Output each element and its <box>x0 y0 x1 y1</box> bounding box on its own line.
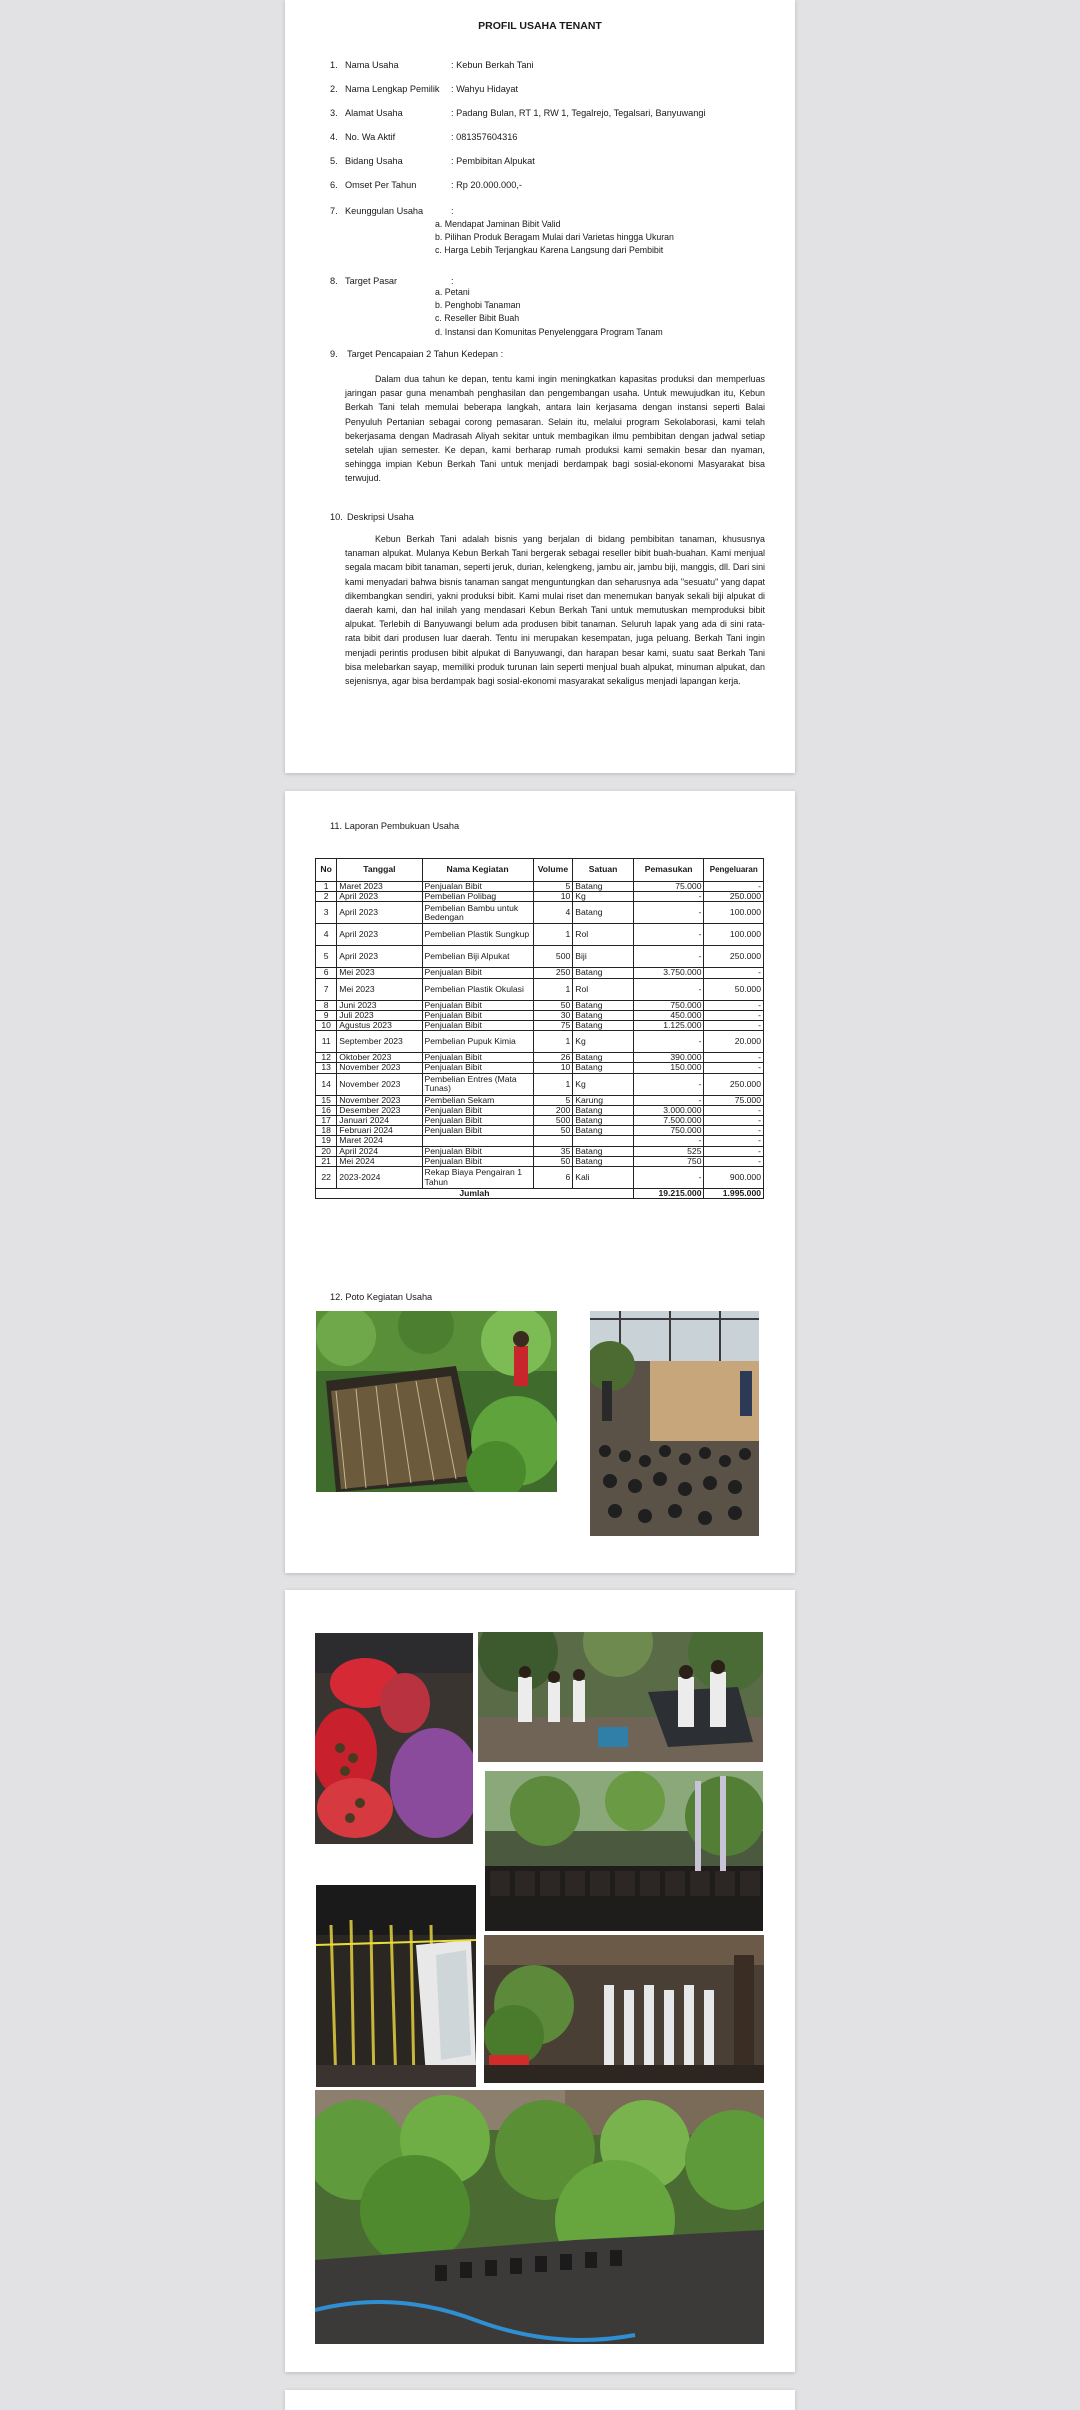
table-row <box>316 1053 764 1063</box>
field-label: Keunggulan Usaha <box>345 206 424 216</box>
table-cell: 3.750.000 <box>633 968 704 978</box>
table-cell: 30 <box>533 1010 573 1020</box>
table-cell: Penjualan Bibit <box>422 1063 533 1073</box>
table-cell: 50 <box>533 1156 573 1166</box>
table-cell: Batang <box>573 1126 634 1136</box>
table-cell: April 2023 <box>337 902 422 924</box>
table-cell: 250.000 <box>704 946 764 968</box>
table-cell: Pembelian Polibag <box>422 892 533 902</box>
table-cell: 390.000 <box>633 1053 704 1063</box>
table-cell: Batang <box>573 1000 634 1010</box>
document-page-2 <box>285 791 795 1573</box>
table-cell: 500 <box>533 946 573 968</box>
table-cell: Penjualan Bibit <box>422 1146 533 1156</box>
table-row <box>316 1167 764 1189</box>
table-cell: - <box>704 1146 764 1156</box>
table-row <box>316 892 764 902</box>
table-cell: Juli 2023 <box>337 1010 422 1020</box>
table-cell: Penjualan Bibit <box>422 1105 533 1115</box>
list-item: b. Pilihan Produk Beragam Mulai dari Varietas hingga Ukuran <box>435 232 674 243</box>
table-cell: - <box>704 1156 764 1166</box>
table-cell: 1 <box>533 978 573 1000</box>
table-cell: Penjualan Bibit <box>422 968 533 978</box>
document-page-3 <box>285 1590 795 2372</box>
list-item: c. Harga Lebih Terjangkau Karena Langsung dari Pembibit <box>435 245 664 256</box>
table-cell: 12 <box>316 1053 337 1063</box>
table-row <box>316 946 764 968</box>
table-row <box>316 1126 764 1136</box>
table-cell: 1 <box>533 924 573 946</box>
col-header: Volume <box>533 859 573 882</box>
table-cell: 35 <box>533 1146 573 1156</box>
field-number: 2. <box>330 84 338 94</box>
table-cell: Batang <box>573 1021 634 1031</box>
table-row <box>316 1095 764 1105</box>
table-cell: - <box>704 1116 764 1126</box>
table-cell: April 2023 <box>337 924 422 946</box>
table-cell: April 2023 <box>337 946 422 968</box>
table-cell: 5 <box>316 946 337 968</box>
table-cell: 1 <box>316 882 337 892</box>
table-cell: Penjualan Bibit <box>422 1126 533 1136</box>
field-number: 7. <box>330 206 338 216</box>
table-cell: Mei 2023 <box>337 978 422 1000</box>
table-cell: 750.000 <box>633 1126 704 1136</box>
table-cell: 100.000 <box>704 902 764 924</box>
table-cell: Maret 2023 <box>337 882 422 892</box>
table-cell: Pembelian Biji Alpukat <box>422 946 533 968</box>
table-cell: Batang <box>573 968 634 978</box>
table-cell: 4 <box>533 902 573 924</box>
table-cell: November 2023 <box>337 1073 422 1095</box>
photo-seedling-nursery-bed <box>316 1311 557 1492</box>
table-cell: Mei 2024 <box>337 1156 422 1166</box>
table-cell: Pembelian Plastik Okulasi <box>422 978 533 1000</box>
table-cell: - <box>704 968 764 978</box>
table-row <box>316 1063 764 1073</box>
total-expense: 1.995.000 <box>704 1189 764 1199</box>
table-cell: 750.000 <box>633 1000 704 1010</box>
field-value: : Padang Bulan, RT 1, RW 1, Tegalrejo, Tegalsari, Banyuwangi <box>451 108 706 118</box>
field-label: Omset Per Tahun <box>345 180 417 190</box>
table-cell: 8 <box>316 1000 337 1010</box>
table-cell: - <box>633 1167 704 1189</box>
table-cell: Penjualan Bibit <box>422 1156 533 1166</box>
table-cell: - <box>704 1021 764 1031</box>
table-cell: 75.000 <box>704 1095 764 1105</box>
table-cell: 75.000 <box>633 882 704 892</box>
col-header: Nama Kegiatan <box>422 859 533 882</box>
table-cell: Kg <box>573 1073 634 1095</box>
table-cell <box>573 1136 634 1146</box>
table-cell <box>533 1136 573 1146</box>
table-cell: April 2024 <box>337 1146 422 1156</box>
field-value: : <box>451 206 454 216</box>
table-cell: 50 <box>533 1126 573 1136</box>
table-cell: - <box>633 1073 704 1095</box>
table-cell: 22 <box>316 1167 337 1189</box>
total-label: Jumlah <box>316 1189 634 1199</box>
table-cell: Kg <box>573 1031 634 1053</box>
table-cell: Batang <box>573 902 634 924</box>
table-row <box>316 1031 764 1053</box>
table-cell: Pembelian Plastik Sungkup <box>422 924 533 946</box>
table-cell: Batang <box>573 1063 634 1073</box>
table-cell: 525 <box>633 1146 704 1156</box>
table-cell: Karung <box>573 1095 634 1105</box>
table-cell: 1 <box>533 1031 573 1053</box>
field-label: Bidang Usaha <box>345 156 403 166</box>
table-cell: 14 <box>316 1073 337 1095</box>
bookkeeping-table <box>315 858 764 1199</box>
table-cell: 19 <box>316 1136 337 1146</box>
table-cell: Rol <box>573 924 634 946</box>
table-cell: 20 <box>316 1146 337 1156</box>
table-cell: - <box>704 882 764 892</box>
table-cell: Penjualan Bibit <box>422 1053 533 1063</box>
table-cell <box>422 1136 533 1146</box>
table-cell: 15 <box>316 1095 337 1105</box>
photo-polybag-seedlings <box>590 1311 759 1536</box>
table-cell: 250.000 <box>704 1073 764 1095</box>
field-number: 10. <box>330 512 343 522</box>
table-cell: 2023-2024 <box>337 1167 422 1189</box>
table-cell: Penjualan Bibit <box>422 882 533 892</box>
col-header: No <box>316 859 337 882</box>
list-item: a. Mendapat Jaminan Bibit Valid <box>435 219 561 229</box>
photo-training-session <box>478 1632 763 1762</box>
table-cell: Juni 2023 <box>337 1000 422 1010</box>
table-cell: - <box>704 1063 764 1073</box>
table-cell: Maret 2024 <box>337 1136 422 1146</box>
table-cell: 26 <box>533 1053 573 1063</box>
table-row <box>316 1116 764 1126</box>
table-cell: Agustus 2023 <box>337 1021 422 1031</box>
list-item: a. Petani <box>435 287 470 297</box>
total-row <box>316 1189 764 1199</box>
col-header: Pengeluaran <box>704 859 764 882</box>
field-label: Deskripsi Usaha <box>347 512 414 522</box>
table-cell: Pembelian Entres (Mata Tunas) <box>422 1073 533 1095</box>
table-cell: - <box>704 1136 764 1146</box>
table-cell: Batang <box>573 1146 634 1156</box>
table-cell: 75 <box>533 1021 573 1031</box>
table-cell: 3.000.000 <box>633 1105 704 1115</box>
table-row <box>316 924 764 946</box>
keunggulan-list <box>435 218 674 258</box>
table-cell: Pembelian Bambu untuk Bedengan <box>422 902 533 924</box>
deskripsi-paragraph: Kebun Berkah Tani adalah bisnis yang berjalan di bidang pembibitan tanaman, khususnya tanaman alpukat. Mulanya Kebun Berkah Tani bergerak sebagai reseller bibit buah-buahan. Kami menjual segala macam bibit tanaman, seperti jeruk, durian, kelengkeng, jambu air, jambu biji, manggis, dll. Dari sini kami menyadari bahwa bisnis tanaman sangat menguntungkan dan seharusnya ada "sesuatu" yang dapat dikembangkan sendiri, yakni produksi bibit. Kami mulai riset dan menemukan banyak sekali biji alpukat di daerah kami, dan hal inilah yang mendasari Kebun Berkah Tani untuk memutuskan memproduksi bibit alpukat. Terlebih di Banyuwangi belum ada produsen bibit tanaman. Seluruh lapak yang ada di sini rata-rata bibit dari produsen luar daerah. Tentu ini merupakan kesempatan, juga peluang. Berkah Tani ingin menjadi perintis produsen bibit alpukat di Banyuwangi, dan harapan besar kami, suatu saat Berkah Tani bisa melebarkan sayap, memiliki produk turunan lain seperti menjual buah alpukat, minuman alpukat, dan sejenisnya, agar bisa berdampak bagi sosial-ekonomi masyarakat sekaligus menjadi lapangan kerja. <box>345 534 765 687</box>
table-row <box>316 978 764 1000</box>
field-value: : Wahyu Hidayat <box>451 84 519 94</box>
table-cell: - <box>704 1000 764 1010</box>
photo-seedlings-shed <box>484 1935 764 2083</box>
table-cell: 450.000 <box>633 1010 704 1020</box>
table-cell: 20.000 <box>704 1031 764 1053</box>
table-cell: 1 <box>533 1073 573 1095</box>
document-page-4 <box>285 2390 795 2410</box>
table-cell: 1.125.000 <box>633 1021 704 1031</box>
photo-nursery-rows <box>485 1771 763 1931</box>
field-value: : <box>451 276 454 286</box>
field-value: : Kebun Berkah Tani <box>451 60 534 70</box>
table-cell: Batang <box>573 1010 634 1020</box>
field-number: 5. <box>330 156 338 166</box>
table-cell: 900.000 <box>704 1167 764 1189</box>
list-item: c. Reseller Bibit Buah <box>435 313 520 324</box>
field-value: : Pembibitan Alpukat <box>451 156 535 166</box>
table-cell: 6 <box>533 1167 573 1189</box>
field-label: Target Pencapaian 2 Tahun Kedepan : <box>347 349 504 359</box>
list-item: b. Penghobi Tanaman <box>435 300 521 311</box>
total-income: 19.215.000 <box>633 1189 704 1199</box>
list-item: d. Instansi dan Komunitas Penyelenggara Program Tanam <box>435 326 663 337</box>
table-cell: Februari 2024 <box>337 1126 422 1136</box>
table-row <box>316 882 764 892</box>
table-cell: 7.500.000 <box>633 1116 704 1126</box>
table-cell: - <box>633 1136 704 1146</box>
table-cell: 13 <box>316 1063 337 1073</box>
table-cell: Batang <box>573 882 634 892</box>
table-cell: Rol <box>573 978 634 1000</box>
field-value: : 081357604316 <box>451 132 518 142</box>
field-label: Nama Usaha <box>345 60 399 70</box>
table-cell: 2 <box>316 892 337 902</box>
table-cell: - <box>704 1126 764 1136</box>
page-title: PROFIL USAHA TENANT <box>478 20 602 32</box>
table-cell: November 2023 <box>337 1095 422 1105</box>
table-cell: - <box>633 892 704 902</box>
table-header-row <box>316 859 764 882</box>
field-number: 6. <box>330 180 338 190</box>
target-paragraph: Dalam dua tahun ke depan, tentu kami ingin meningkatkan kapasitas produksi dan memperluas jaringan pasar guna menambah penghasilan dan pengembangan usaha. Untuk mewujudkan itu, Kebun Berkah Tani telah memulai beberapa langkah, antara lain kerjasama dengan instansi seperti Balai Penyuluh Pertanian sebagai corong pemasaran. Selain itu, melalui program Sekolaborasi, kami telah bekerjasama dengan Madrasah Aliyah sekitar untuk membagikan ilmu pembibitan dengan jadwal setiap setelah ujian semester. Ke depan, kami berharap rumah produksi kami semakin besar dan nyaman, sehingga impian Kebun Berkah Tani untuk menjadi berdampak bagi sosial-ekonomi Masyarakat bisa terwujud. <box>345 374 765 484</box>
field-number: 3. <box>330 108 338 118</box>
table-cell: - <box>633 978 704 1000</box>
table-cell: - <box>633 902 704 924</box>
table-cell: 750 <box>633 1156 704 1166</box>
table-cell: Penjualan Bibit <box>422 1000 533 1010</box>
document-page-1 <box>285 0 795 773</box>
table-cell: 10 <box>533 1063 573 1073</box>
table-cell: Batang <box>573 1053 634 1063</box>
field-label: Alamat Usaha <box>345 108 403 118</box>
table-cell: - <box>633 1095 704 1105</box>
table-cell: Penjualan Bibit <box>422 1010 533 1020</box>
table-cell: 200 <box>533 1105 573 1115</box>
photo-avocado-trees-row <box>315 2090 764 2344</box>
col-header: Satuan <box>573 859 634 882</box>
field-label: Nama Lengkap Pemilik <box>345 84 440 94</box>
table-cell: 10 <box>316 1021 337 1031</box>
table-cell: 100.000 <box>704 924 764 946</box>
table-cell: Batang <box>573 1116 634 1126</box>
table-cell: September 2023 <box>337 1031 422 1053</box>
photo-avocado-seeds-bags <box>315 1633 473 1844</box>
table-cell: Batang <box>573 1105 634 1115</box>
table-cell: 150.000 <box>633 1063 704 1073</box>
table-cell: 6 <box>316 968 337 978</box>
table-body <box>316 882 764 1189</box>
table-cell: 250.000 <box>704 892 764 902</box>
table-cell: 7 <box>316 978 337 1000</box>
table-row <box>316 968 764 978</box>
field-number: 9. <box>330 349 338 359</box>
table-row <box>316 1156 764 1166</box>
table-row <box>316 1021 764 1031</box>
table-cell: Penjualan Bibit <box>422 1116 533 1126</box>
table-cell: 250 <box>533 968 573 978</box>
table-row <box>316 902 764 924</box>
table-cell: 11 <box>316 1031 337 1053</box>
table-cell: 5 <box>533 882 573 892</box>
table-cell: Desember 2023 <box>337 1105 422 1115</box>
table-cell: Biji <box>573 946 634 968</box>
table-cell: November 2023 <box>337 1063 422 1073</box>
photo-grafted-seedlings-plastic <box>316 1885 476 2087</box>
table-cell: Mei 2023 <box>337 968 422 978</box>
section-11-heading: 11. Laporan Pembukuan Usaha <box>330 821 460 831</box>
table-cell: Kali <box>573 1167 634 1189</box>
table-row <box>316 1146 764 1156</box>
field-value: : Rp 20.000.000,- <box>451 180 522 190</box>
table-cell: Pembelian Sekam <box>422 1095 533 1105</box>
table-cell: 3 <box>316 902 337 924</box>
field-number: 1. <box>330 60 338 70</box>
table-cell: 500 <box>533 1116 573 1126</box>
table-row <box>316 1105 764 1115</box>
col-header: Tanggal <box>337 859 422 882</box>
table-cell: 50.000 <box>704 978 764 1000</box>
field-label: No. Wa Aktif <box>345 132 396 142</box>
table-cell: Batang <box>573 1156 634 1166</box>
table-cell: 9 <box>316 1010 337 1020</box>
table-cell: - <box>704 1010 764 1020</box>
table-cell: Pembelian Pupuk Kimia <box>422 1031 533 1053</box>
table-row <box>316 1000 764 1010</box>
section-12-heading: 12. Poto Kegiatan Usaha <box>330 1292 433 1302</box>
table-cell: - <box>704 1105 764 1115</box>
target-pasar-list <box>435 286 663 339</box>
table-cell: 21 <box>316 1156 337 1166</box>
table-row <box>316 1010 764 1020</box>
table-row <box>316 1073 764 1095</box>
field-number: 4. <box>330 132 338 142</box>
table-cell: 5 <box>533 1095 573 1105</box>
table-cell: 16 <box>316 1105 337 1115</box>
table-cell: 50 <box>533 1000 573 1010</box>
field-label: Target Pasar <box>345 276 398 286</box>
table-cell: - <box>633 946 704 968</box>
table-cell: - <box>633 1031 704 1053</box>
table-cell: 17 <box>316 1116 337 1126</box>
table-cell: Kg <box>573 892 634 902</box>
table-cell: Rekap Biaya Pengairan 1 Tahun <box>422 1167 533 1189</box>
table-cell: Penjualan Bibit <box>422 1021 533 1031</box>
table-cell: 10 <box>533 892 573 902</box>
table-cell: 4 <box>316 924 337 946</box>
col-header: Pemasukan <box>633 859 704 882</box>
table-cell: April 2023 <box>337 892 422 902</box>
table-cell: - <box>704 1053 764 1063</box>
table-cell: Januari 2024 <box>337 1116 422 1126</box>
table-cell: Oktober 2023 <box>337 1053 422 1063</box>
table-cell: 18 <box>316 1126 337 1136</box>
field-number: 8. <box>330 276 338 286</box>
table-cell: - <box>633 924 704 946</box>
table-row <box>316 1136 764 1146</box>
